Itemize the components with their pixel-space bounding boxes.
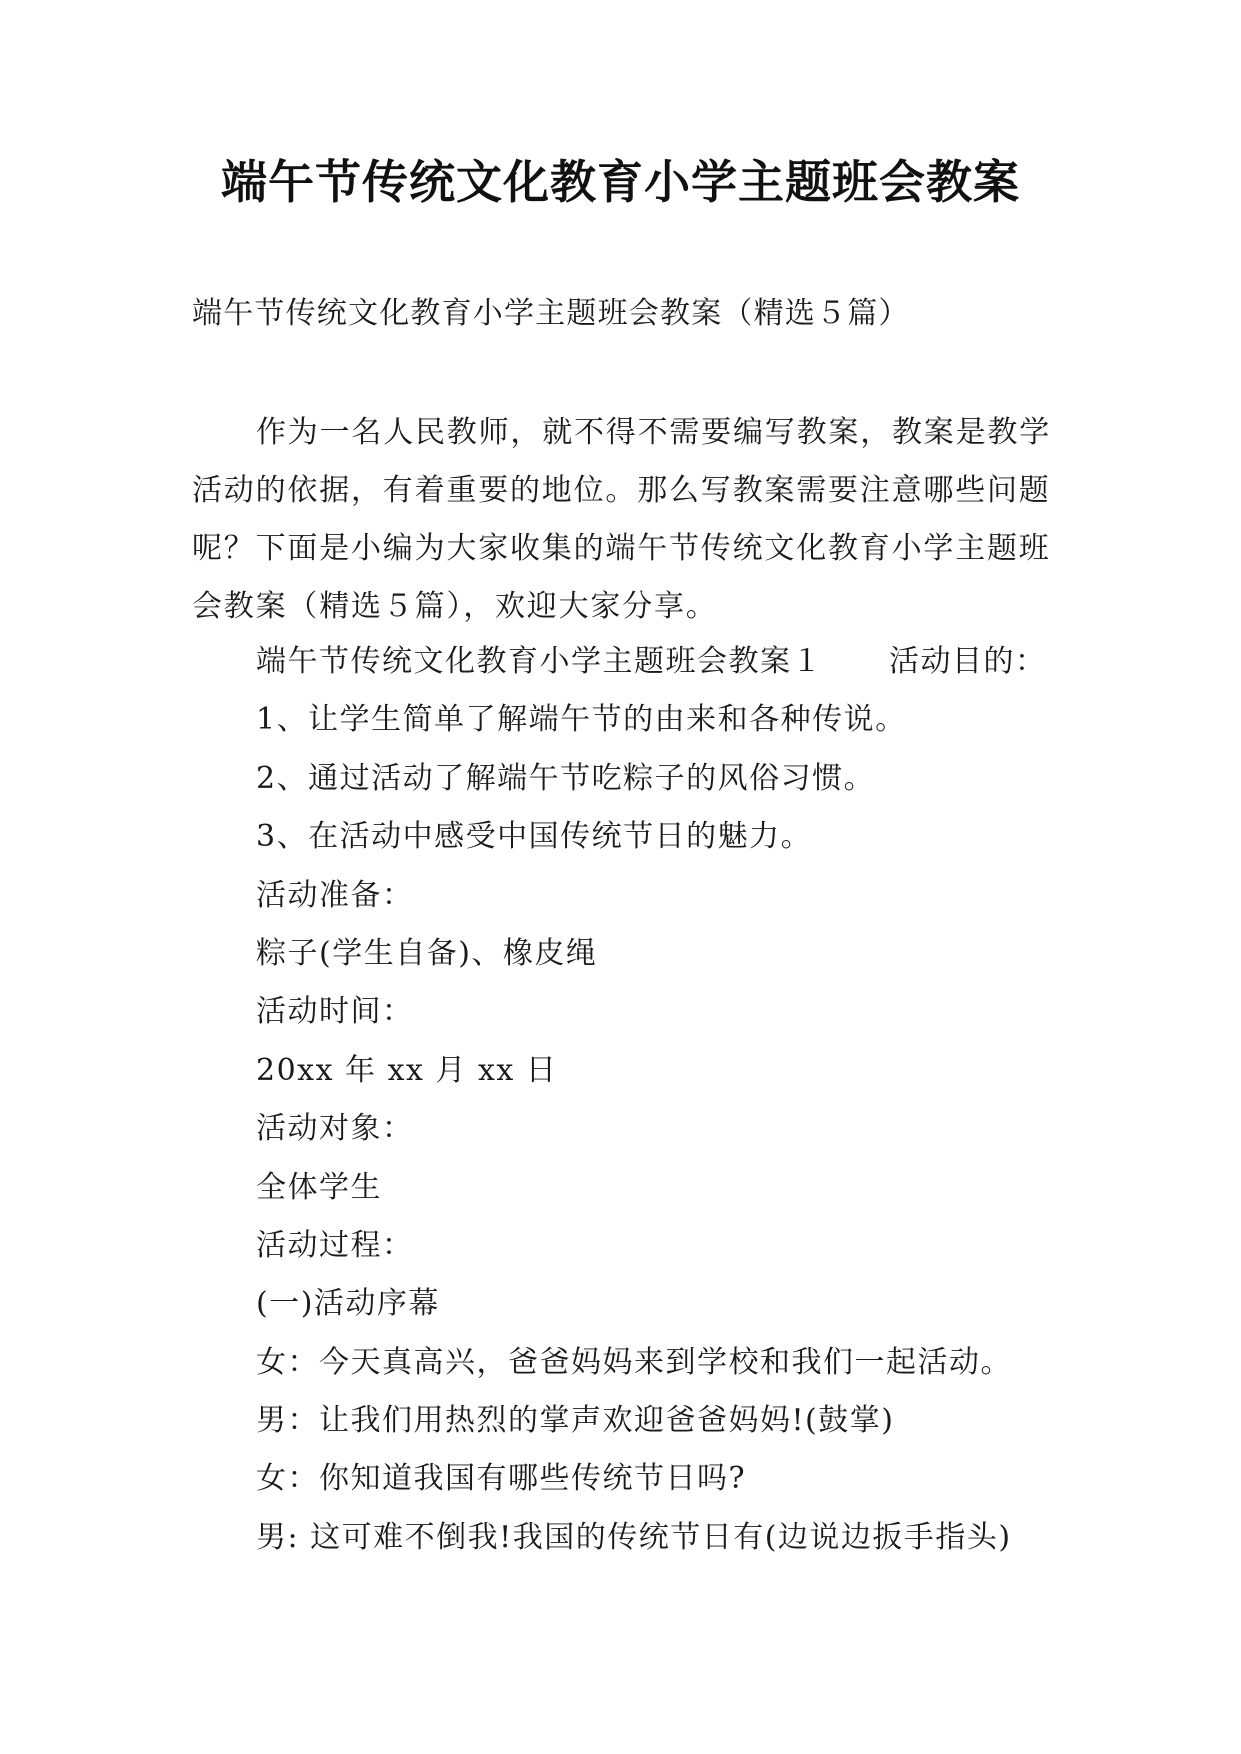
section-heading-line [256, 640, 1116, 698]
audience-label: 活动对象： [256, 1111, 414, 1147]
time-value: 20xx 年 xx 月 xx 日 [256, 1052, 558, 1088]
dialogue-line: 男: 这可难不倒我!我国的传统节日有(边说边扳手指头) [256, 1519, 1012, 1555]
process-label: 活动过程： [256, 1227, 414, 1263]
document-title: 端午节传统文化教育小学主题班会教案 [221, 155, 1020, 209]
dialogue-line: 女：今天真高兴，爸爸妈妈来到学校和我们一起活动。 [256, 1344, 1012, 1380]
dialogue-line: 男：让我们用热烈的掌声欢迎爸爸妈妈!(鼓掌) [256, 1403, 895, 1439]
section-goal-label: 活动目的： [889, 644, 1047, 679]
audience-value: 全体学生 [256, 1169, 382, 1205]
preparation-value: 粽子(学生自备)、橡皮绳 [256, 935, 598, 971]
preparation-label: 活动准备： [256, 877, 414, 913]
document-subtitle: 端午节传统文化教育小学主题班会教案（精选５篇） [192, 296, 910, 331]
lesson-content [256, 640, 1116, 1574]
section-heading: 端午节传统文化教育小学主题班会教案１ [256, 644, 823, 679]
goal-item-2: 2、通过活动了解端午节吃粽子的风俗习惯。 [256, 760, 876, 796]
goal-item-3: 3、在活动中感受中国传统节日的魅力。 [256, 819, 813, 855]
process-step-heading: (一)活动序幕 [256, 1286, 440, 1322]
goal-item-1: 1、让学生简单了解端午节的由来和各种传说。 [256, 702, 907, 738]
dialogue-line: 女：你知道我国有哪些传统节日吗? [256, 1461, 747, 1497]
intro-paragraph: 作为一名人民教师，就不得不需要编写教案，教案是教学活动的依据，有着重要的地位。那么写教案需要注意哪些问题呢？下面是小编为大家收集的端午节传统文化教育小学主题班会教案（精选５篇），欢迎大家分享。 [192, 415, 1051, 624]
time-label: 活动时间： [256, 994, 414, 1030]
